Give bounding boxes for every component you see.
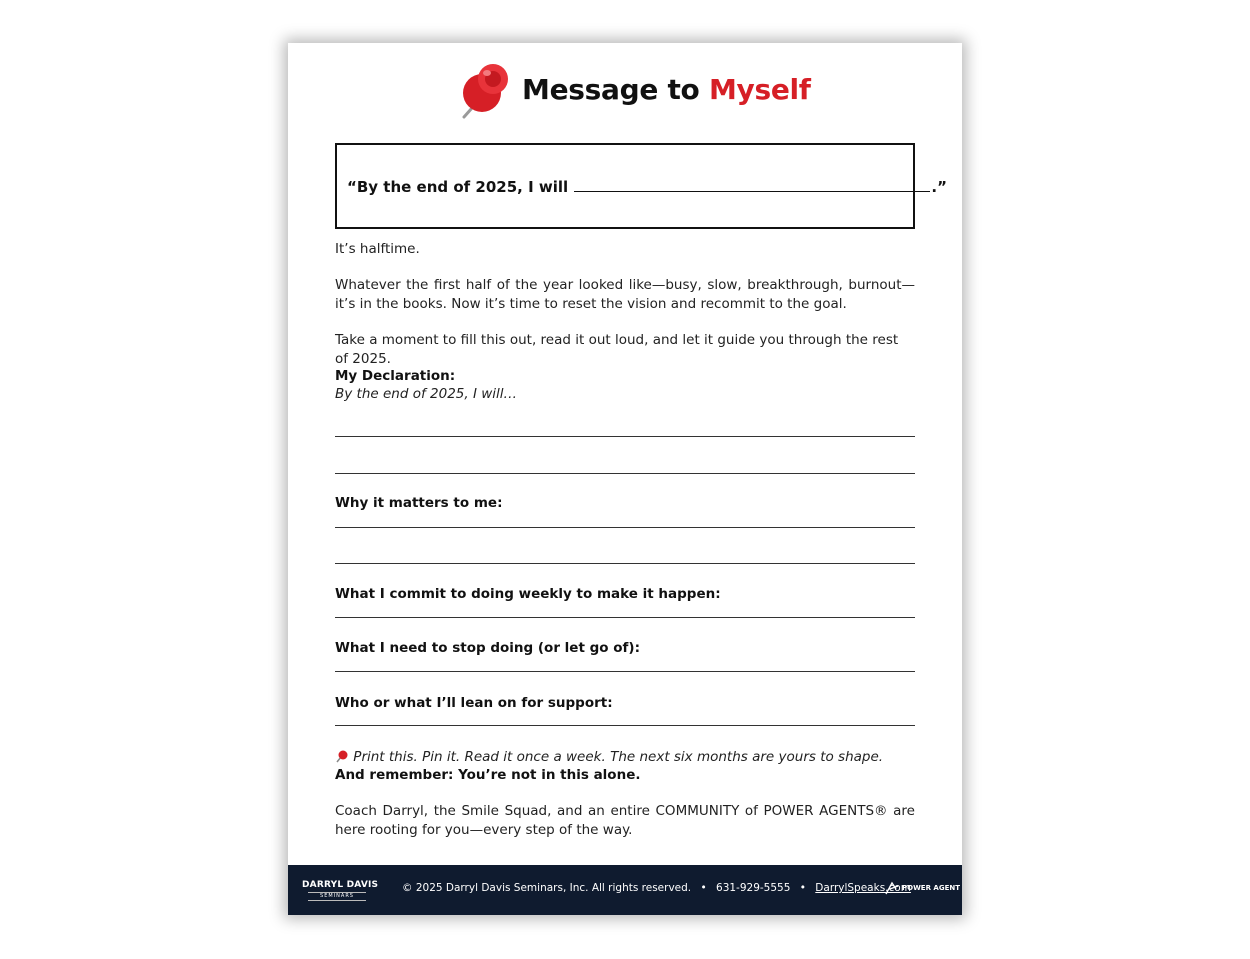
why-line-2[interactable]	[335, 563, 915, 564]
phone-number: 631-929-5555	[716, 882, 791, 894]
page-title	[522, 73, 811, 106]
support-line[interactable]	[335, 725, 915, 726]
declaration-box	[335, 143, 947, 229]
remember-line: And remember: You’re not in this alone.	[335, 767, 641, 783]
intro-paragraph-1: It’s halftime.	[335, 241, 420, 257]
copyright-text: © 2025 Darryl Davis Seminars, Inc. All rights reserved.	[402, 882, 692, 894]
power-agent-mark-icon	[884, 880, 900, 896]
declaration-suffix: .”	[931, 178, 947, 196]
intro-paragraph-2: Whatever the first half of the year looked like—busy, slow, breakthrough, burnout—it’s in the books. Now it’s time to reset the vision and recommit to the goal.	[335, 277, 915, 312]
support-label: Who or what I’ll lean on for support:	[335, 695, 613, 711]
pin-note-text: Print this. Pin it. Read it once a week. The next six months are yours to shape.	[353, 749, 884, 765]
title-accent: Myself	[708, 73, 811, 106]
declaration-line-2[interactable]	[335, 473, 915, 474]
declaration-label: My Declaration:	[335, 368, 456, 384]
pushpin-icon	[456, 61, 516, 121]
darryl-davis-logo	[302, 880, 379, 901]
footer-bullet-1: •	[700, 882, 707, 894]
footer-info	[402, 882, 911, 894]
footer	[288, 865, 962, 915]
commit-line[interactable]	[335, 617, 915, 618]
website-link[interactable]: DarrylSpeaks.com	[815, 882, 911, 894]
declaration-box-text	[347, 176, 947, 196]
logo-left-line2: SEMINARS	[308, 892, 366, 901]
declaration-prompt: By the end of 2025, I will…	[335, 386, 518, 402]
declaration-line-1[interactable]	[335, 436, 915, 437]
why-line-1[interactable]	[335, 527, 915, 528]
pushpin-small-icon	[335, 749, 349, 763]
why-label: Why it matters to me:	[335, 495, 503, 511]
logo-left-line1: DARRYL DAVIS	[302, 880, 379, 890]
pin-note	[335, 748, 915, 767]
stop-label: What I need to stop doing (or let go of):	[335, 640, 640, 656]
intro-paragraph-3: Take a moment to fill this out, read it out loud, and let it guide you through the rest of 2025.	[335, 332, 899, 367]
power-agent-text: POWER AGENT	[902, 884, 960, 892]
footer-bullet-2: •	[799, 882, 806, 894]
declaration-prefix: “By the end of 2025, I will	[347, 178, 569, 196]
power-agent-logo	[884, 880, 960, 896]
title-main: Message to	[522, 73, 700, 106]
header	[288, 61, 962, 125]
worksheet-page	[288, 43, 962, 915]
closing-paragraph: Coach Darryl, the Smile Squad, and an entire COMMUNITY of POWER AGENTS® are here rooting for you—every step of the way.	[335, 803, 915, 838]
commit-label: What I commit to doing weekly to make it happen:	[335, 586, 721, 602]
declaration-blank[interactable]	[574, 176, 930, 192]
stop-line[interactable]	[335, 671, 915, 672]
